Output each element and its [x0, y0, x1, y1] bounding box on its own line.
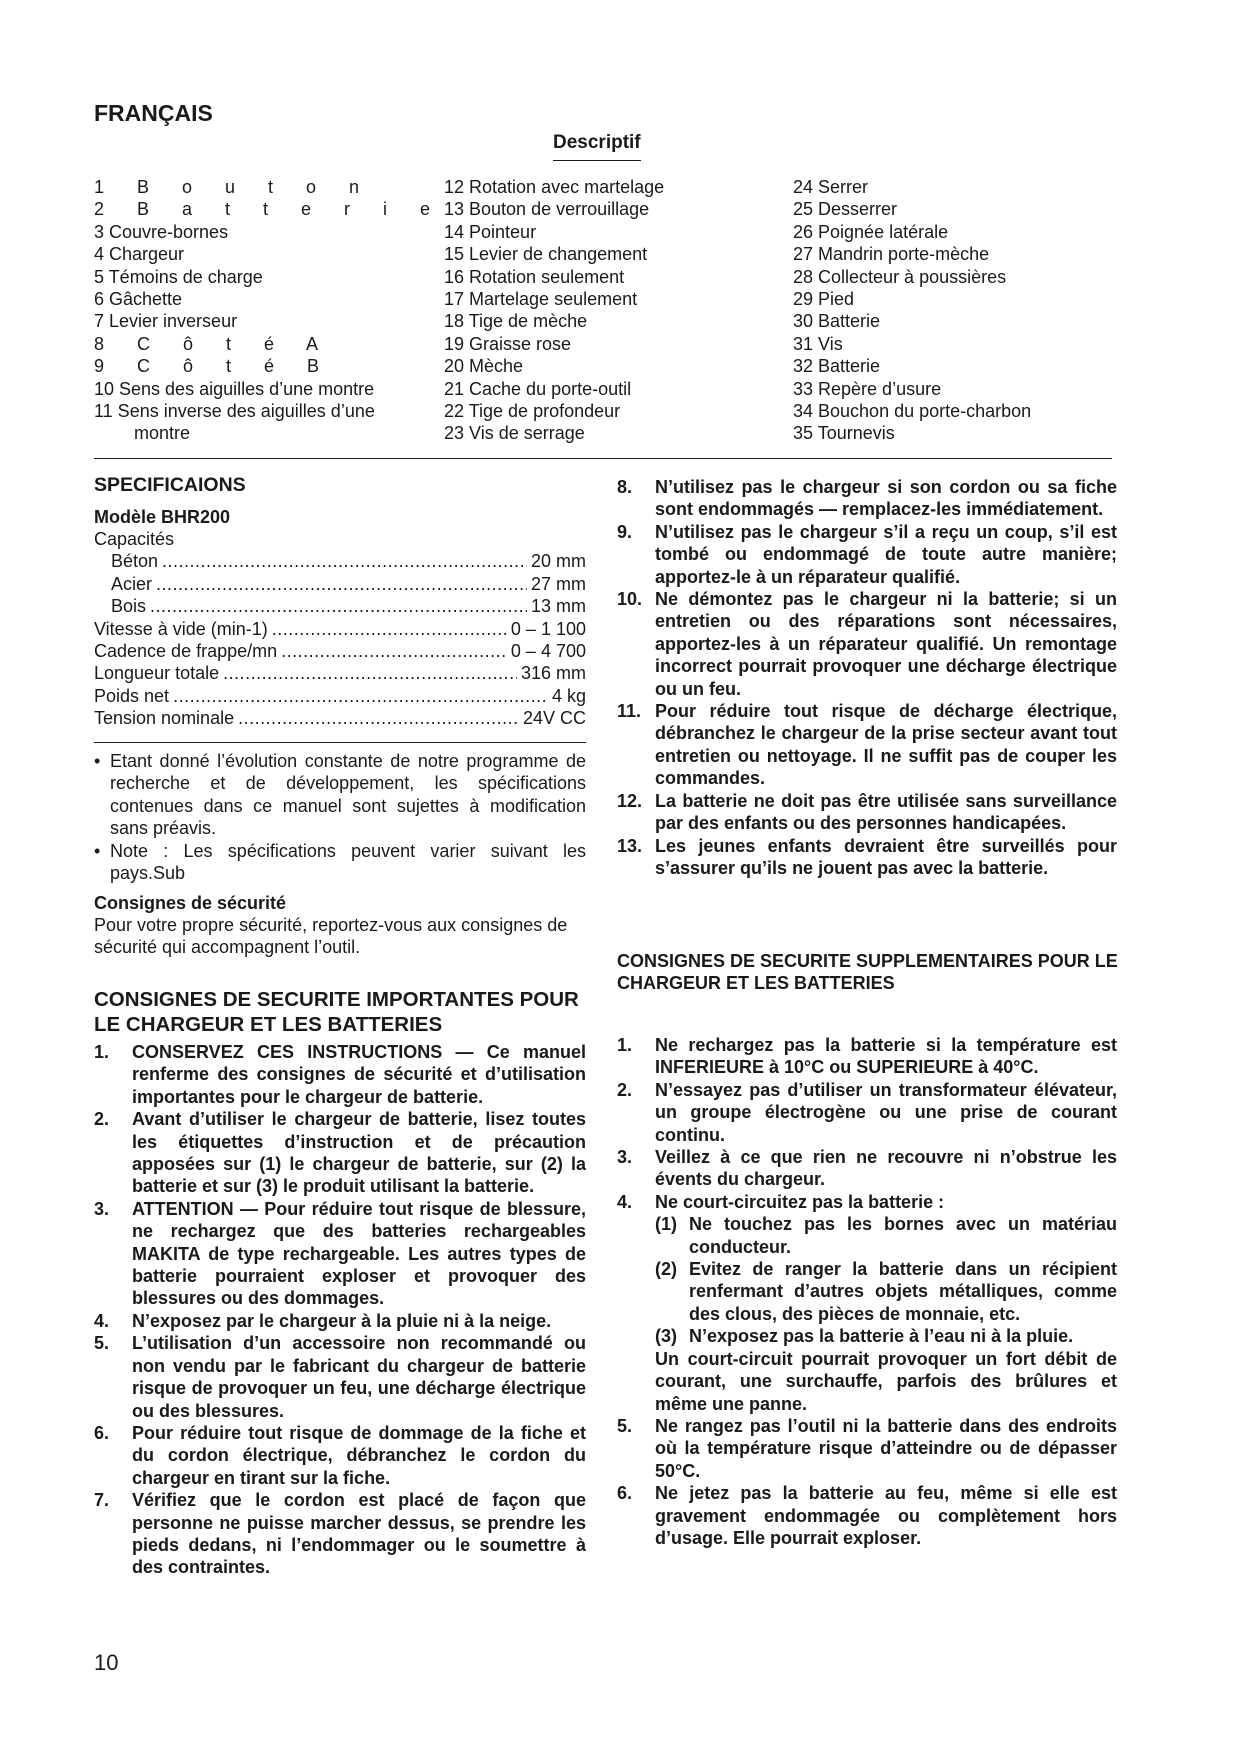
- spec-value: 0 – 4 700: [510, 640, 586, 661]
- list-item: 5. L’utilisation d’un accessoire non recommandé ou non vendu par le fabricant du chargeur de batterie risque de provoquer un feu, une décharge électrique ou des blessures.: [94, 1333, 586, 1421]
- list-item: 10. Ne démontez pas le chargeur ni la batterie; si un entretien ou des réparations sont nécessaires, apportez-les à un réparateur qualifié. Un remontage incorrect pourrait provoquer une décharge électrique ou un feu.: [617, 589, 1117, 699]
- language-heading: FRANÇAIS: [94, 100, 213, 126]
- list-item: 24 Serrer: [793, 177, 869, 197]
- list-item: 4. Ne court-circuitez pas la batterie :: [617, 1191, 945, 1212]
- list-item: 23 Vis de serrage: [444, 423, 585, 444]
- spec-row: [94, 685, 586, 707]
- spec-label: Longueur totale: [94, 663, 220, 684]
- list-item: 1 B o u t o n: [94, 177, 374, 197]
- sub-list-item: (3) N’exposez pas la batterie à l’eau ni à la pluie.: [655, 1326, 1074, 1347]
- spec-label: Acier: [111, 573, 153, 594]
- list-item: 13. Les jeunes enfants devraient être surveillés pour s’assurer qu’ils ne jouent pas avec la batterie.: [617, 835, 1117, 878]
- spec-row: [94, 618, 586, 640]
- spec-row: [94, 640, 586, 662]
- list-item: 6 Gâchette: [94, 289, 183, 310]
- list-item: 11 Sens inverse des aiguilles d’une: [94, 401, 375, 422]
- parts-list-col2: [444, 176, 664, 445]
- spec-value: 20 mm: [530, 551, 586, 572]
- spec-row: [94, 595, 586, 617]
- supplementary-safety-heading: CONSIGNES DE SECURITE SUPPLEMENTAIRES POUR LE CHARGEUR ET LES BATTERIES: [617, 951, 1118, 994]
- list-item: 3. Veillez à ce que rien ne recouvre ni n’obstrue les évents du chargeur.: [617, 1147, 1117, 1190]
- list-item: 8 C ô t é A: [94, 333, 333, 354]
- spec-divider: [94, 742, 586, 743]
- charger-safety-heading: CONSIGNES DE SECURITE IMPORTANTES POUR LE CHARGEUR ET LES BATTERIES: [94, 988, 579, 1036]
- list-item: 7. Vérifiez que le cordon est placé de façon que personne ne puisse marcher dessus, se prendre les pieds dedans, ni l’endommager ou le soumettre à des contraintes.: [94, 1490, 586, 1578]
- list-item: 12 Rotation avec martelage: [444, 177, 665, 197]
- list-item: 33 Repère d’usure: [793, 378, 942, 399]
- charger-safety-list: [94, 1041, 586, 1579]
- list-item: 29 Pied: [793, 289, 855, 310]
- list-item: 1. Ne rechargez pas la batterie si la température est INFERIEURE à 10°C ou SUPERIEURE à 40°C.: [617, 1035, 1117, 1078]
- page-number: 10: [94, 1650, 119, 1675]
- list-item: 20 Mèche: [444, 356, 524, 377]
- list-item: 13 Bouton de verrouillage: [444, 199, 650, 220]
- list-item: 30 Batterie: [793, 311, 881, 332]
- list-item: 4. N’exposez par le chargeur à la pluie ni à la neige.: [94, 1310, 552, 1331]
- list-item: 5. Ne rangez pas l’outil ni la batterie dans des endroits où la température risque d’atteindre ou de dépasser 50°C.: [617, 1415, 1117, 1481]
- list-item: 9 C ô t é B: [94, 356, 334, 377]
- spec-value: 13 mm: [530, 596, 586, 617]
- list-item: 18 Tige de mèche: [444, 311, 588, 332]
- spec-label: Poids net: [94, 685, 170, 706]
- spec-row: [94, 550, 586, 572]
- note-item: • Etant donné l’évolution constante de notre programme de recherche et de développement, les spécifications contenues dans ce manuel sont sujettes à modification sans préavis.: [94, 750, 586, 840]
- spec-row: [94, 573, 586, 595]
- parts-list-col3: [793, 176, 1031, 445]
- list-item: 17 Martelage seulement: [444, 289, 638, 310]
- list-item: 2. N’essayez pas d’utiliser un transformateur élévateur, un groupe électrogène ou une prise de courant continu.: [617, 1079, 1117, 1145]
- list-item: 26 Poignée latérale: [793, 221, 949, 242]
- sub-list-item: (1) Ne touchez pas les bornes avec un matériau conducteur.: [655, 1214, 1117, 1257]
- spec-value: 27 mm: [530, 573, 586, 594]
- list-item: 11. Pour réduire tout risque de décharge électrique, débranchez le chargeur de la prise secteur avant tout entretien ou nettoyage. Il ne suffit pas de couper les commandes.: [617, 701, 1117, 789]
- spec-row: [94, 707, 586, 729]
- list-item: 7 Levier inverseur: [94, 311, 238, 332]
- spec-value: 0 – 1 100: [510, 618, 586, 639]
- list-item: 5 Témoins de charge: [94, 266, 263, 287]
- list-item: 25 Desserrer: [793, 199, 898, 220]
- list-item: 32 Batterie: [793, 356, 881, 377]
- spec-label: Bois: [111, 596, 147, 617]
- list-item: 8. N’utilisez pas le chargeur si son cordon ou sa fiche sont endommagés — remplacez-les immédiatement.: [617, 477, 1117, 520]
- list-item: 27 Mandrin porte-mèche: [793, 244, 990, 265]
- list-item: 21 Cache du porte-outil: [444, 378, 632, 399]
- spec-capacities: Capacités: [94, 529, 175, 549]
- list-item: 22 Tige de profondeur: [444, 401, 621, 422]
- spec-value: 4 kg: [551, 685, 586, 706]
- spec-label: Cadence de frappe/mn: [94, 640, 278, 661]
- list-item: 1. CONSERVEZ CES INSTRUCTIONS — Ce manuel renferme des consignes de sécurité et d’utilisation importantes pour le chargeur de batterie.: [94, 1042, 586, 1107]
- spec-notes: [94, 750, 586, 884]
- list-item: 12. La batterie ne doit pas être utilisée sans surveillance par des enfants ou des personnes handicapées.: [617, 790, 1117, 834]
- spec-value: 316 mm: [520, 663, 586, 684]
- note-item: • Note : Les spécifications peuvent varier suivant les pays.Sub: [94, 840, 586, 885]
- list-item: 19 Graisse rose: [444, 333, 572, 354]
- list-item: 14 Pointeur: [444, 221, 537, 242]
- list-item: 3 Couvre-bornes: [94, 221, 229, 242]
- spec-value: 24V CC: [522, 708, 586, 729]
- list-item: 35 Tournevis: [793, 423, 895, 444]
- list-item: 28 Collecteur à poussières: [793, 266, 1007, 287]
- list-item: 31 Vis: [793, 333, 843, 354]
- spec-table: [94, 528, 586, 730]
- list-item: 10 Sens des aiguilles d’une montre: [94, 378, 375, 399]
- charger-safety-list-continued: [617, 476, 1117, 879]
- list-item: 4 Chargeur: [94, 244, 185, 265]
- list-item: 3. ATTENTION — Pour réduire tout risque de blessure, ne rechargez que des batteries rechargeables MAKITA de type rechargeable. Les autres types de batterie pourraient exploser et provoquer des blessures ou des dommages.: [94, 1198, 586, 1309]
- list-item: montre: [134, 423, 191, 444]
- list-item: 15 Levier de changement: [444, 244, 648, 265]
- list-item: 16 Rotation seulement: [444, 266, 625, 287]
- parts-list-col1: [94, 176, 445, 445]
- spec-heading: SPECIFICAIONS: [94, 474, 246, 496]
- spec-label: Béton: [111, 551, 159, 572]
- sub-list-item: (2) Evitez de ranger la batterie dans un récipient renfermant d’autres objets métalliques, comme des clous, des pièces de monnaie, etc.: [655, 1259, 1117, 1324]
- list-item: 34 Bouchon du porte-charbon: [793, 401, 1032, 422]
- safety-heading: Consignes de sécurité: [94, 893, 287, 913]
- list-item: 6. Pour réduire tout risque de dommage de la fiche et du cordon électrique, débranchez le cordon du chargeur en tirant sur la fiche.: [94, 1422, 586, 1488]
- short-circuit-note: Un court-circuit pourrait provoquer un fort débit de courant, une surchauffe, parfois des brûlures et même une panne.: [655, 1348, 1117, 1414]
- supplementary-safety-list: [617, 1034, 1117, 1549]
- section-divider: [94, 458, 1112, 459]
- list-item: 9. N’utilisez pas le chargeur s’il a reçu un coup, s’il est tombé ou endommagé de toute autre manière; apportez-le à un réparateur qualifié.: [617, 521, 1117, 587]
- model-name: Modèle BHR200: [94, 507, 231, 527]
- list-item: 2. Avant d’utiliser le chargeur de batterie, lisez toutes les étiquettes d’instruction et de précaution apposées sur (1) le chargeur de batterie, sur (2) la batterie et sur (3) le produit utilisant la batterie.: [94, 1109, 586, 1197]
- safety-text: Pour votre propre sécurité, reportez-vous aux consignes de sécurité qui accompagnent l’outil.: [94, 915, 568, 958]
- spec-row: [94, 662, 586, 684]
- spec-label: Vitesse à vide (min-1): [94, 618, 268, 639]
- spec-label: Tension nominale: [94, 708, 235, 729]
- list-item: 6. Ne jetez pas la batterie au feu, même si elle est gravement endommagée ou complètement hors d’usage. Elle pourrait exploser.: [617, 1483, 1117, 1548]
- list-item: 2 B a t t e r i e: [94, 199, 445, 220]
- section-title: Descriptif: [553, 132, 641, 161]
